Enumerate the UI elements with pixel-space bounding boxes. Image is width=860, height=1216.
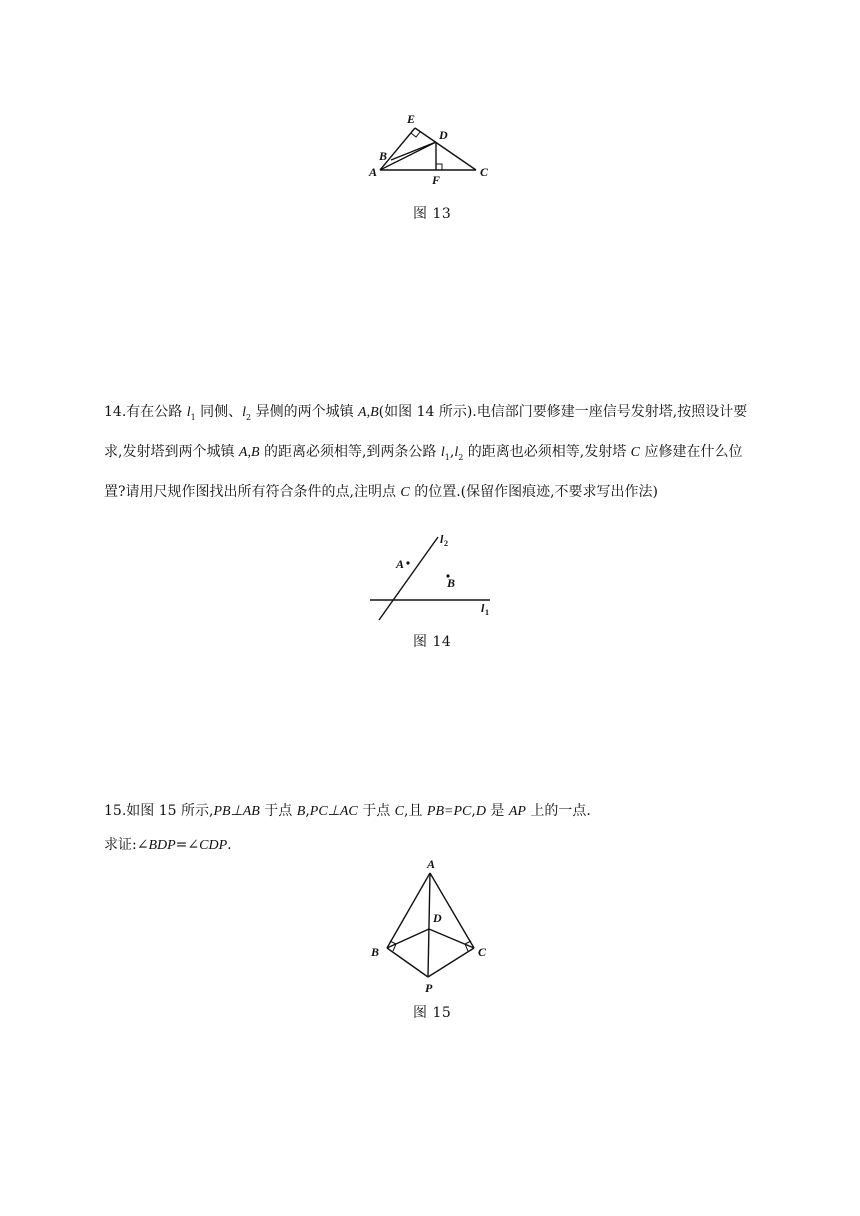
label-F: F bbox=[432, 173, 441, 187]
figure-13-diagram bbox=[360, 108, 500, 188]
label-A: A bbox=[369, 165, 378, 179]
label-D: D bbox=[439, 128, 448, 142]
label-A: A bbox=[427, 857, 436, 871]
label-C: C bbox=[478, 945, 487, 959]
figure-13 bbox=[360, 108, 500, 188]
figure-14 bbox=[360, 530, 510, 625]
label-l2: l bbox=[440, 532, 444, 546]
label-B: B bbox=[379, 149, 388, 163]
figure-15-caption: 图 15 bbox=[413, 1005, 452, 1021]
figure-14-caption: 图 14 bbox=[413, 634, 452, 650]
figure-15 bbox=[360, 855, 500, 1000]
figure-13-caption: 图 13 bbox=[413, 206, 452, 222]
label-A: A bbox=[396, 557, 405, 571]
label-l1-sub: 1 bbox=[485, 608, 489, 617]
label-B: B bbox=[371, 945, 380, 959]
label-E: E bbox=[407, 112, 416, 126]
figure-15-diagram bbox=[360, 855, 500, 1000]
figure-14-diagram bbox=[360, 530, 510, 625]
question-15: 15.如图 15 所示,PB⊥AB 于点 B,PC⊥AC 于点 C,且 PB=PC,D 是 AP 上的一点. bbox=[104, 803, 591, 819]
question-14: 14.有在公路 $l_1$ 同侧、$l_2$ 异侧的两个城镇 A,B(如图 14 所示).电信部门要修建一座信号发射塔,按照设计要求,发射塔到两个城镇 A,B 的距离必须相等,到两条公路 $l_1,l_2$ 的距离也必须相等,发射塔 C 应修建在什么位置?请用尺规作图找出所有符合条件的点,注明点 C 的位置.(保留作图痕迹,不要求写出作法) bbox=[104, 404, 748, 500]
label-l1: l bbox=[481, 601, 485, 615]
label-P: P bbox=[425, 981, 433, 995]
label-D: D bbox=[433, 911, 442, 925]
label-B: B bbox=[447, 576, 456, 590]
prove-statement: 求证:∠BDP=∠CDP. bbox=[104, 837, 232, 853]
label-C: C bbox=[480, 165, 489, 179]
label-l2-sub: 2 bbox=[444, 539, 448, 548]
